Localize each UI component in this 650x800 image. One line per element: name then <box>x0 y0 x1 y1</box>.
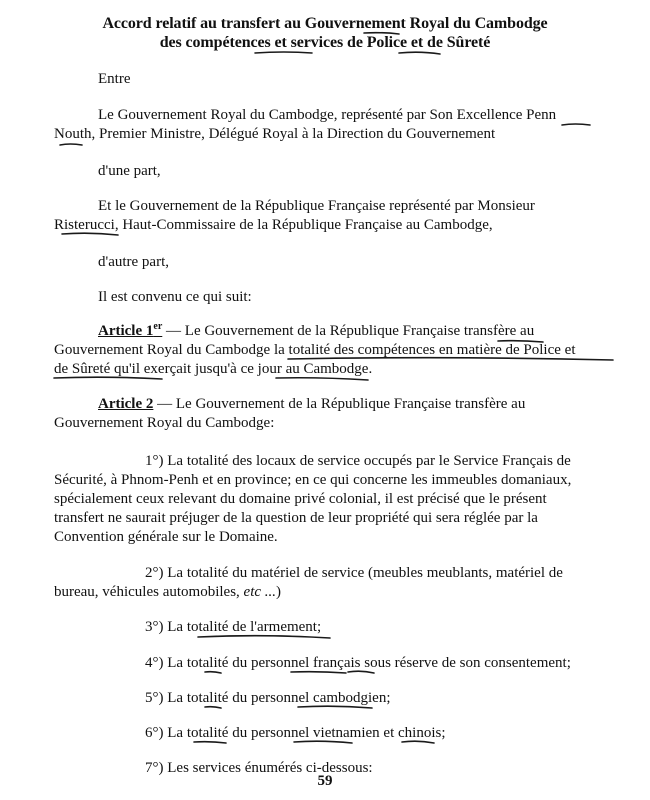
title-line-2: des compétences et services de Police et de Sûreté <box>159 34 491 51</box>
underline-mark <box>60 144 82 145</box>
item-1-line-1: 1°) La totalité des locaux de service occupés par le Service Français de <box>145 453 571 469</box>
paragraph-2-line-1: Et le Gouvernement de la République Française représenté par Monsieur <box>98 198 535 214</box>
item-4: 4°) La totalité du personnel français sous réserve de son consentement; <box>145 655 571 671</box>
article-2-label: Article 2 <box>98 396 154 412</box>
item-2-line-1: 2°) La totalité du matériel de service (meubles meublants, matériel de <box>145 565 563 581</box>
article-2-line-1: Article 2 — Le Gouvernement de la République Française transfère au <box>98 396 526 412</box>
underline-mark <box>399 52 440 54</box>
underline-mark <box>276 378 368 380</box>
paragraph-1-line-1: Le Gouvernement Royal du Cambodge, représenté par Son Excellence Penn <box>98 107 557 123</box>
item-1-line-2: Sécurité, à Phnom-Penh et en province; en ce qui concerne les immeubles domaniaux, <box>54 472 572 488</box>
article-1-line-3: de Sûreté qu'il exerçait jusqu'à ce jour au Cambodge. <box>54 361 373 377</box>
item-2-line-2: bureau, véhicules automobiles, etc ...) <box>54 584 282 600</box>
article-1-line-2: Gouvernement Royal du Cambodge la totalité des compétences en matière de Police et <box>54 342 576 358</box>
article-2-line-2: Gouvernement Royal du Cambodge: <box>54 415 275 431</box>
entre: Entre <box>98 71 131 87</box>
underline-mark <box>255 52 312 53</box>
dune-part: d'une part, <box>98 163 161 179</box>
page-number: 59 <box>317 773 333 789</box>
convenu: Il est convenu ce qui suit: <box>98 289 252 305</box>
article-1-label: Article 1er <box>98 321 163 339</box>
item-7: 7°) Les services énumérés ci-dessous: <box>145 760 373 776</box>
item-3: 3°) La totalité de l'armement; <box>145 619 322 635</box>
underline-mark <box>562 124 590 125</box>
underline-mark <box>198 636 330 638</box>
paragraph-1-line-2: Nouth, Premier Ministre, Délégué Royal à la Direction du Gouvernement <box>54 126 496 142</box>
item-6: 6°) La totalité du personnel vietnamien et chinois; <box>145 725 446 741</box>
item-1-line-5: Convention générale sur le Domaine. <box>54 529 278 545</box>
article-1-line-1: Article 1er — Le Gouvernement de la République Française transfère au <box>98 321 535 339</box>
item-1-line-4: transfert ne saurait préjuger de la question de leur propriété qui sera réglée par la <box>54 510 538 526</box>
title-line-1: Accord relatif au transfert au Gouvernement Royal du Cambodge <box>102 15 548 32</box>
item-5: 5°) La totalité du personnel cambodgien; <box>145 690 391 706</box>
paragraph-2-line-2: Risterucci, Haut-Commissaire de la République Française au Cambodge, <box>54 217 493 233</box>
item-1-line-3: spécialement ceux relevant du domaine privé colonial, il est précisé que le présent <box>54 491 547 507</box>
dautre-part: d'autre part, <box>98 254 170 270</box>
